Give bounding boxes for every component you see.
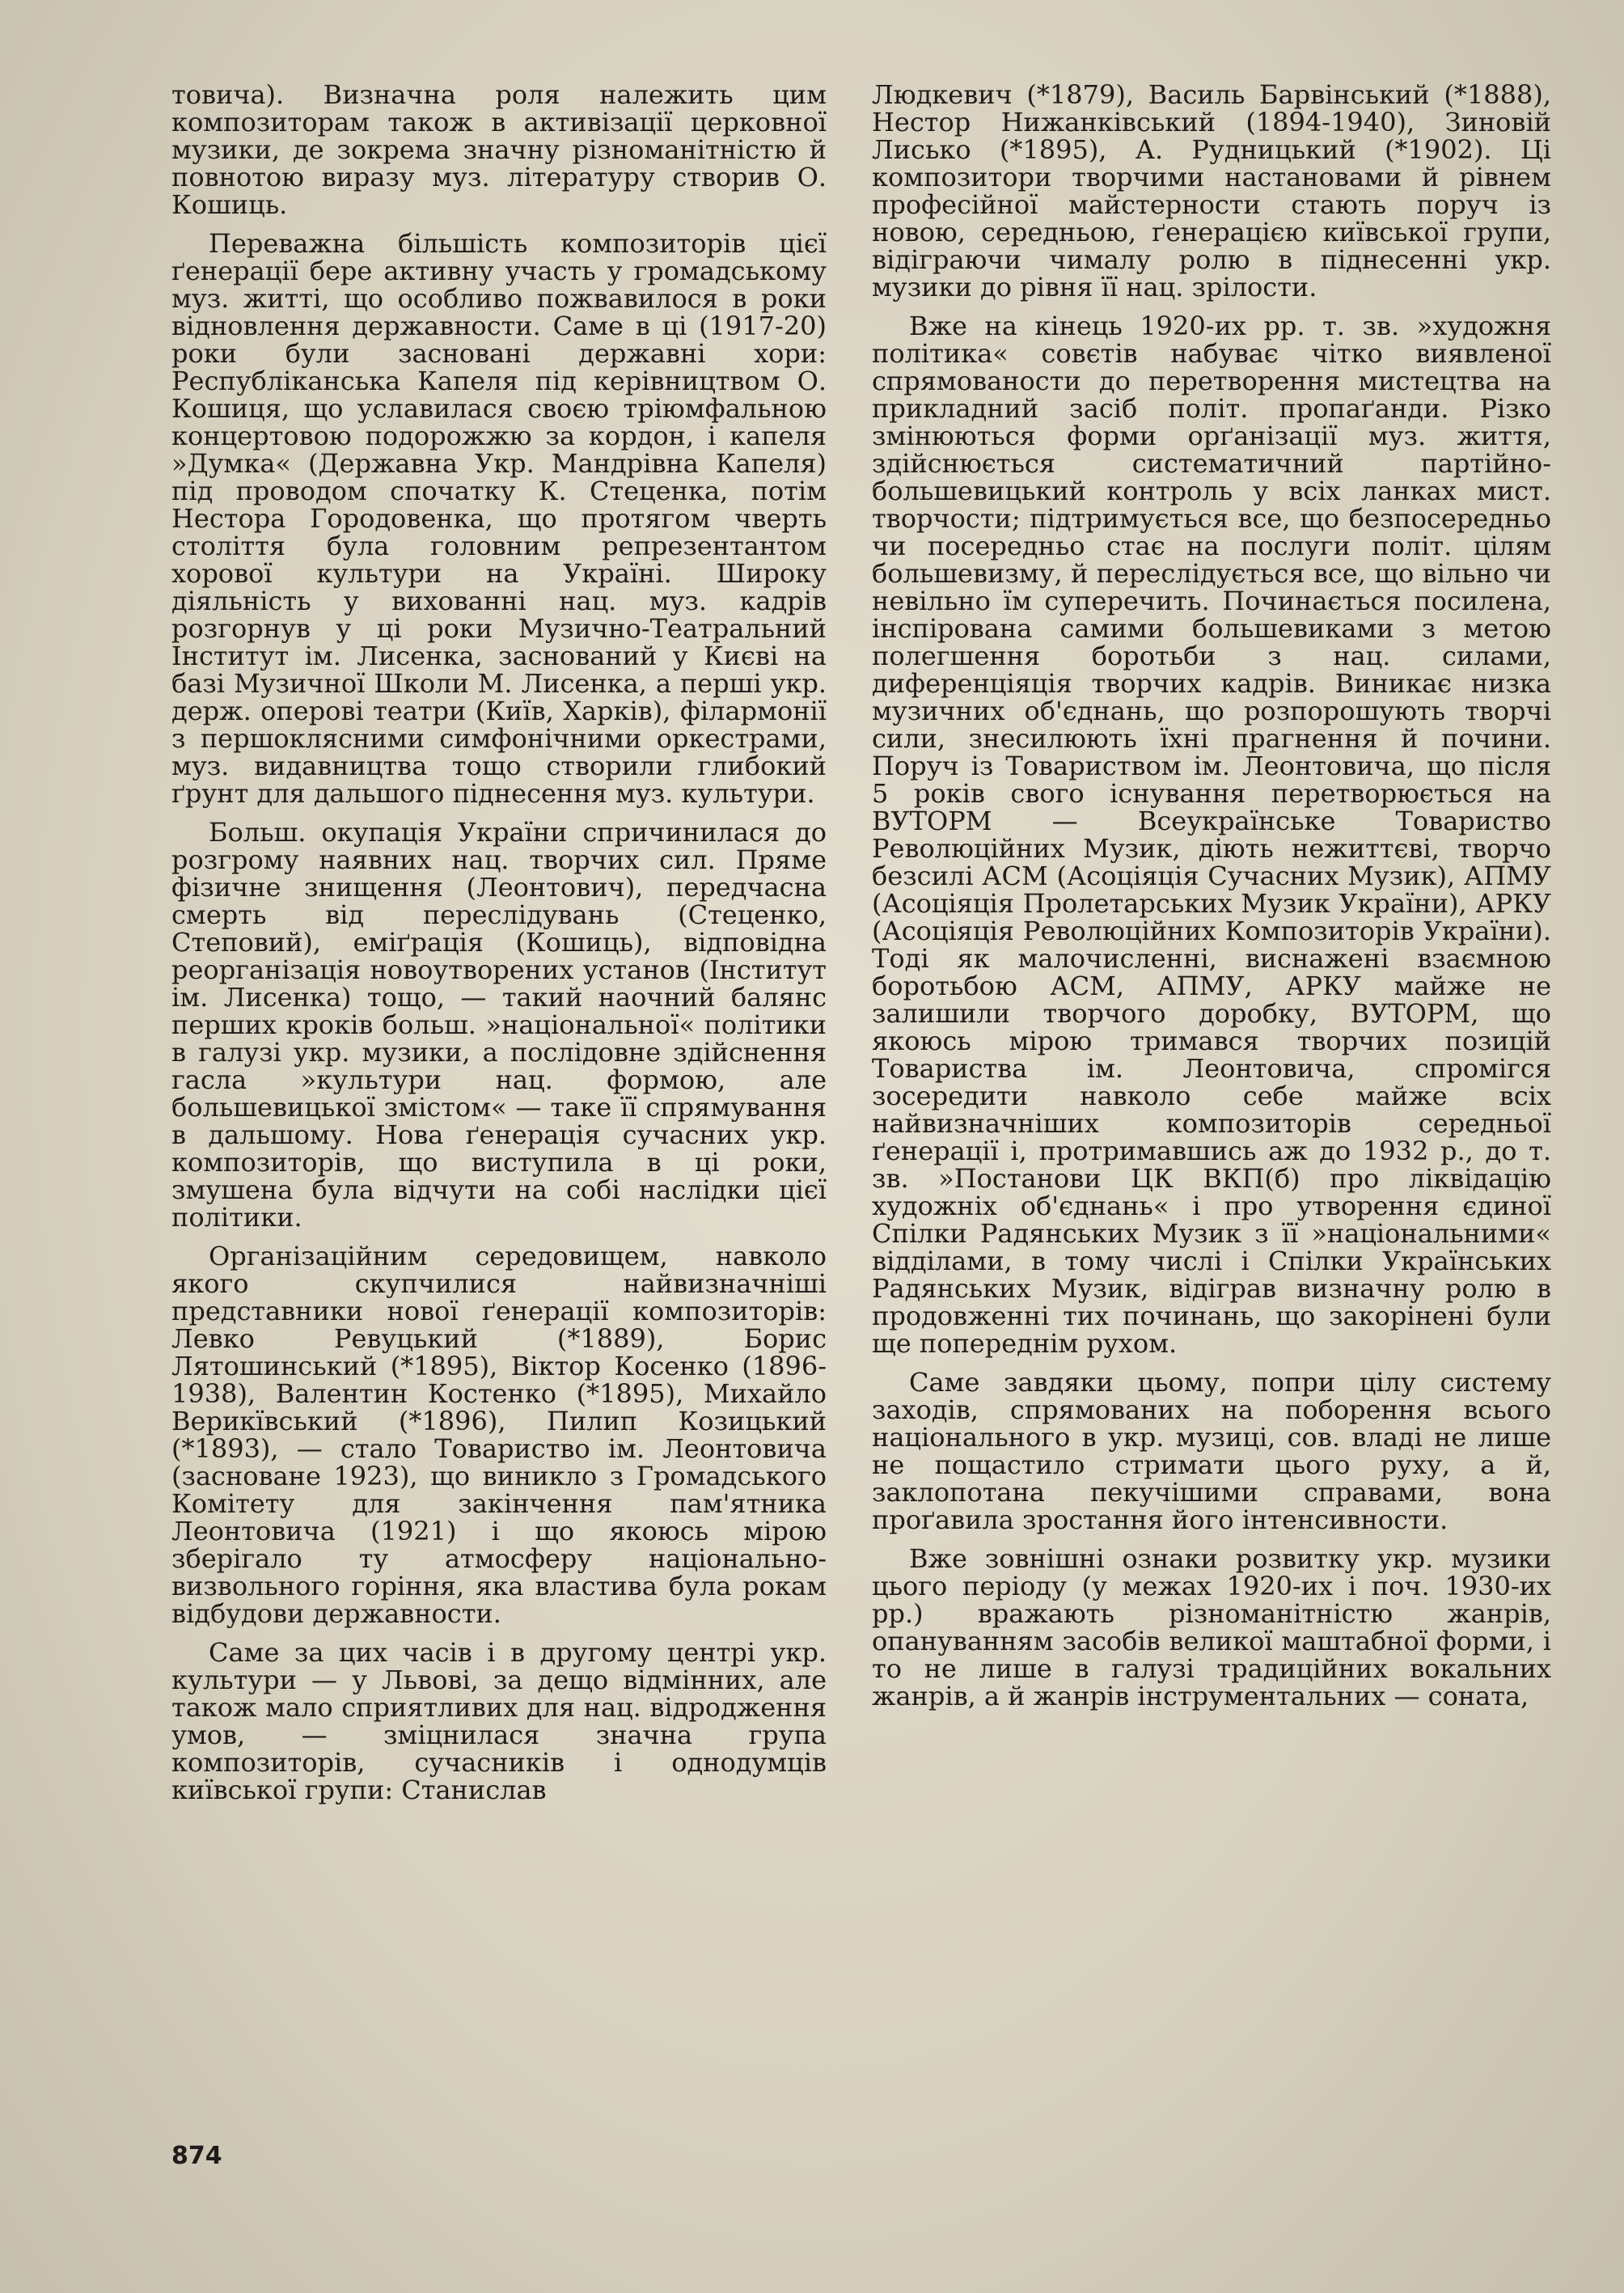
paragraph: Вже зовнішні ознаки розвитку укр. музики цього періоду (у межах 1920-их і поч. 1930-их рр.) вражають різноманітністю жанрів, опануванням засобів великої маштабної форми, і то не лише в галузі традиційних вокальних жанрів, а й жанрів інструментальних — соната, <box>872 1543 1551 1711</box>
right-column <box>872 81 1551 1721</box>
paragraph: Саме завдяки цьому, попри цілу систему заходів, спрямованих на поборення всього національного в укр. музиці, сов. владі не лише не пощастило стримати цього руху, а й, заклопотана пекучішими справами, вона проґавила зростання його інтенсивности. <box>872 1367 1551 1535</box>
paragraph: Організаційним середовищем, навколо якого скупчилися найвизначніші представники нової ґенерації композиторів: Левко Ревуцький (*1889), Борис Лятошинський (*1895), Віктор Косенко (1896-1938), Валентин Костенко (*1895), Михайло Верикївський (*1896), Пилип Козицький (*1893), — стало Товариство ім. Леонтовича (засноване 1923), що виникло з Громадського Комітету для закінчення пам'ятника Леонтовича (1921) і що якоюсь мірою зберігало ту атмосферу національно-визвольного горіння, яка властива була рокам відбудови державности. <box>171 1241 827 1629</box>
paragraph: Вже на кінець 1920-их рр. т. зв. »художня політика« совєтів набуває чітко виявленої спрямованости до перетворення мистецтва на прикладний засіб політ. пропаґанди. Різко змінюються форми орґанізації муз. життя, здійснюється систематичний партійно-большевицький контроль у всіх ланках мист. творчости; підтримується все, що безпосередньо чи посередньо стає на послуги політ. цілям большевизму, й переслідується все, що вільно чи невільно їм суперечить. Починається посилена, інспірована самими большевиками з метою полегшення боротьби з нац. силами, диференціяція творчих кадрів. Виникає низка музичних об'єднань, що розпорошують творчі сили, знесилюють їхні прагнення й почини. Поруч із Товариством ім. Леонтовича, що після 5 років свого існування перетворюється на ВУТОРМ — Всеукраїнське Товариство Революційних Музик, діють нежиттєві, творчо безсилі АСМ (Асоціяція Сучасних Музик), АПМУ (Асоціяція Пролетарських Музик України), АРКУ (Асоціяція Революційних Композиторів України). Тоді як малочисленні, виснажені взаємною боротьбою АСМ, АПМУ, АРКУ майже не залишили творчого доробку, ВУТОРМ, що якоюсь мірою тримався творчих позицій Товариства ім. Леонтовича, спромігся зосередити навколо себе майже всіх найвизначніших композиторів середньої ґенерації і, протримавшись аж до 1932 р., до т. зв. »Постанови ЦК ВКП(б) про ліквідацію художніх об'єднань« і про утворення єдиної Спілки Радянських Музик з її »національними« відділами, в тому числі і Спілки Українських Радянських Музик, відіграв визначну ролю в продовженні тих починань, що закорінені були ще попереднім рухом. <box>872 311 1551 1359</box>
paragraph: товича). Визначна роля належить цим композиторам також в активізації церковної музики, де зокрема значну різноманітністю й повнотою виразу муз. літературу створив О. Кошиць. <box>171 79 827 220</box>
left-column <box>171 81 827 1815</box>
paragraph: Саме за цих часів і в другому центрі укр. культури — у Львові, за дещо відмінних, але також мало сприятливих для нац. відродження умов, — зміцнилася значна група композиторів, сучасників і однодумців київської групи: Станислав <box>171 1637 827 1805</box>
paragraph: Людкевич (*1879), Василь Барвінський (*1888), Нестор Нижанківський (1894-1940), Зиновій Лисько (*1895), А. Рудницький (*1902). Ці композитори творчими настановами й рівнем професійної майстерности стають поруч із новою, середньою, ґенерацією київської групи, відіграючи чималу ролю в піднесенні укр. музики до рівня її нац. зрілости. <box>872 79 1551 302</box>
paragraph: Больш. окупація України спричинилася до розгрому наявних нац. творчих сил. Пряме фізичне знищення (Леонтович), передчасна смерть від переслідувань (Стеценко, Степовий), еміґрація (Кошиць), відповідна реорганізація новоутворених установ (Інститут ім. Лисенка) тощо, — такий наочний балянс перших кроків больш. »національної« політики в галузі укр. музики, а послідовне здійснення гасла »культури нац. формою, але большевицької змістом« — таке її спрямування в дальшому. Нова ґенерація сучасних укр. композиторів, що виступила в ці роки, змушена була відчути на собі наслідки цієї політики. <box>171 817 827 1233</box>
page-number: 874 <box>171 2142 222 2170</box>
paragraph: Переважна більшість композиторів цієї ґенерації бере активну участь у громадському муз. житті, що особливо пожвавилося в роки відновлення державности. Саме в ці (1917-20) роки були засновані державні хори: Республіканська Капеля під керівництвом О. Кошиця, що уславилася своєю тріюмфальною концертовою подорожжю за кордон, і капеля »Думка« (Державна Укр. Мандрівна Капеля) під проводом спочатку К. Стеценка, потім Нестора Городовенка, що протягом чверть століття була головним репрезентантом хорової культури на Україні. Широку діяльність у вихованні нац. муз. кадрів розгорнув у ці роки Музично-Театральний Інститут ім. Лисенка, заснований у Києві на базі Музичної Школи М. Лисенка, а перші укр. держ. оперові театри (Київ, Харків), філармонії з першоклясними симфонічними оркестрами, муз. видавництва тощо створили глибокий ґрунт для дальшого піднесення муз. культури. <box>171 228 827 809</box>
